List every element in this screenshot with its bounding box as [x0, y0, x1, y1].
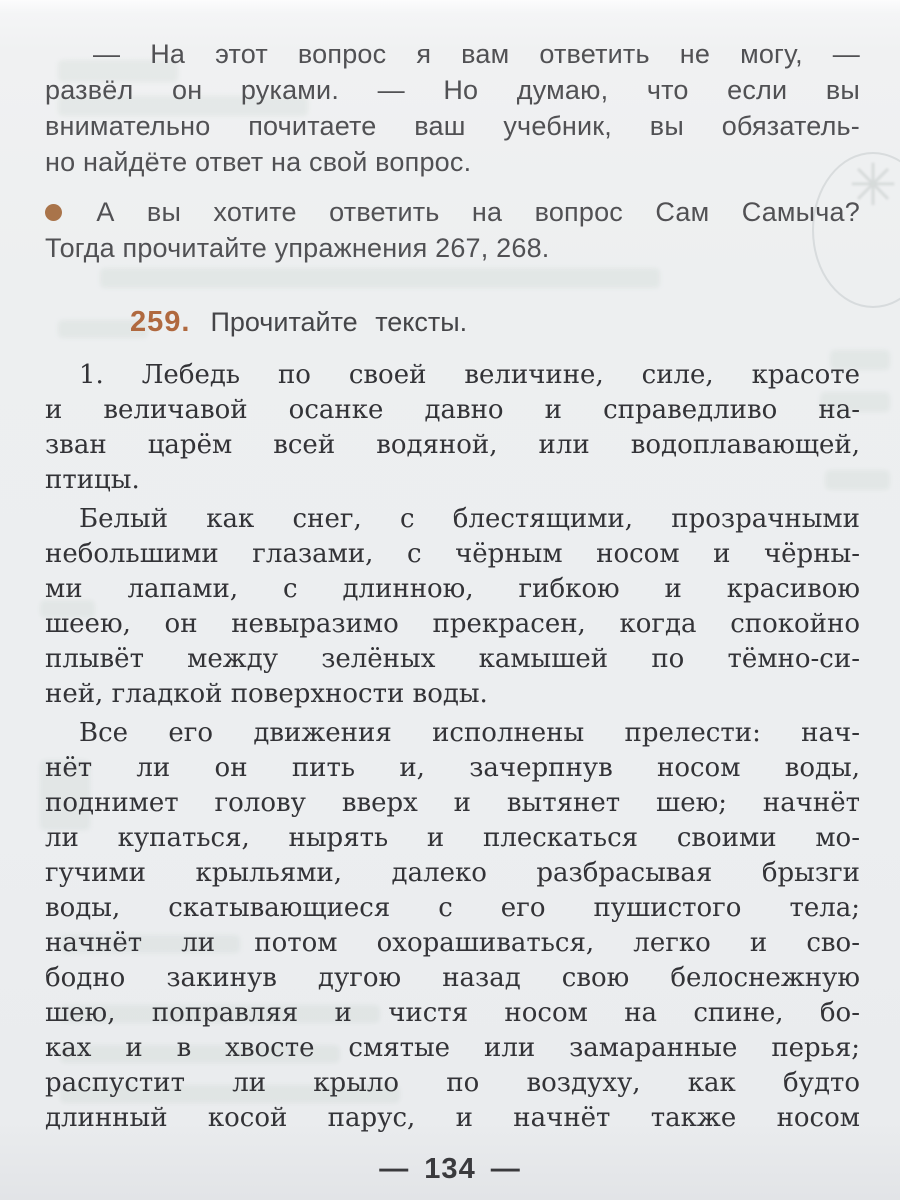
snowflake-icon: ✳: [848, 153, 898, 218]
exercise-heading: [45, 302, 860, 342]
text-line: — На этот вопрос я вам ответить не могу, —: [93, 39, 860, 69]
text-line: Все его движения исполнены прелести: нач-: [79, 718, 860, 748]
text-line: внимательно почитаете ваш учебник, вы обязатель-: [45, 111, 860, 141]
task-line-text: А вы хотите ответить на вопрос Сам Самыча?: [96, 197, 860, 227]
task-paragraph: [45, 194, 860, 266]
text-line: нёт ли он пить и, зачерпнув носом воды,: [45, 753, 860, 783]
text-line: начнёт ли потом охорашиваться, легко и сво-: [45, 928, 860, 958]
text3-paragraph: [45, 716, 860, 1136]
text-line: ми лапами, с длинною, гибкою и красивою: [45, 574, 860, 604]
bullet-icon: [45, 204, 62, 221]
text-line: ней, гладкой поверхности воды.: [45, 679, 488, 709]
text2-paragraph: [45, 502, 860, 712]
text-line: плывёт между зелёных камышей по тёмно-си-: [45, 644, 860, 674]
page-footer: [0, 1153, 900, 1186]
text-line: [45, 194, 860, 230]
text-line: развёл он руками. — Но думаю, что если вы: [45, 75, 860, 105]
page-number: — 134 —: [379, 1153, 521, 1185]
text-line: Белый как снег, с блестящими, прозрачными: [79, 504, 860, 534]
text-line: бодно закинув дугою назад свою белоснежную: [45, 963, 860, 993]
text-line: ли купаться, нырять и плескаться своими мо-: [45, 823, 860, 853]
text-line: но найдёте ответ на свой вопрос.: [45, 147, 472, 177]
exercise-number: 259.: [130, 306, 191, 338]
text-line: воды, скатывающиеся с его пушистого тела;: [45, 893, 860, 923]
text-line: зван царём всей водяной, или водоплавающей,: [45, 430, 860, 460]
text-line: птицы.: [45, 465, 140, 495]
text-line: гучими крыльями, далеко разбрасывая брызги: [45, 858, 860, 888]
text-line: небольшими глазами, с чёрным носом и чёрны-: [45, 539, 860, 569]
text-line: 1. Лебедь по своей величине, силе, красоте: [79, 360, 860, 390]
text-line: Тогда прочитайте упражнения 267, 268.: [45, 233, 550, 263]
dialogue-paragraph: [45, 36, 860, 180]
text-line: шеею, он невыразимо прекрасен, когда спокойно: [45, 609, 860, 639]
text-line: ках и в хвосте смятые или замаранные перья;: [45, 1033, 860, 1063]
text-line: шею, поправляя и чистя носом на спине, бо-: [45, 998, 860, 1028]
exercise-title: Прочитайте тексты.: [210, 307, 468, 337]
text1-paragraph: [45, 358, 860, 498]
text-line: длинный косой парус, и начнёт также носом: [45, 1103, 860, 1133]
text-line: распустит ли крыло по воздуху, как будто: [45, 1068, 860, 1098]
text-line: поднимет голову вверх и вытянет шею; начнёт: [45, 788, 860, 818]
text-line: и величавой осанке давно и справедливо на-: [45, 395, 860, 425]
